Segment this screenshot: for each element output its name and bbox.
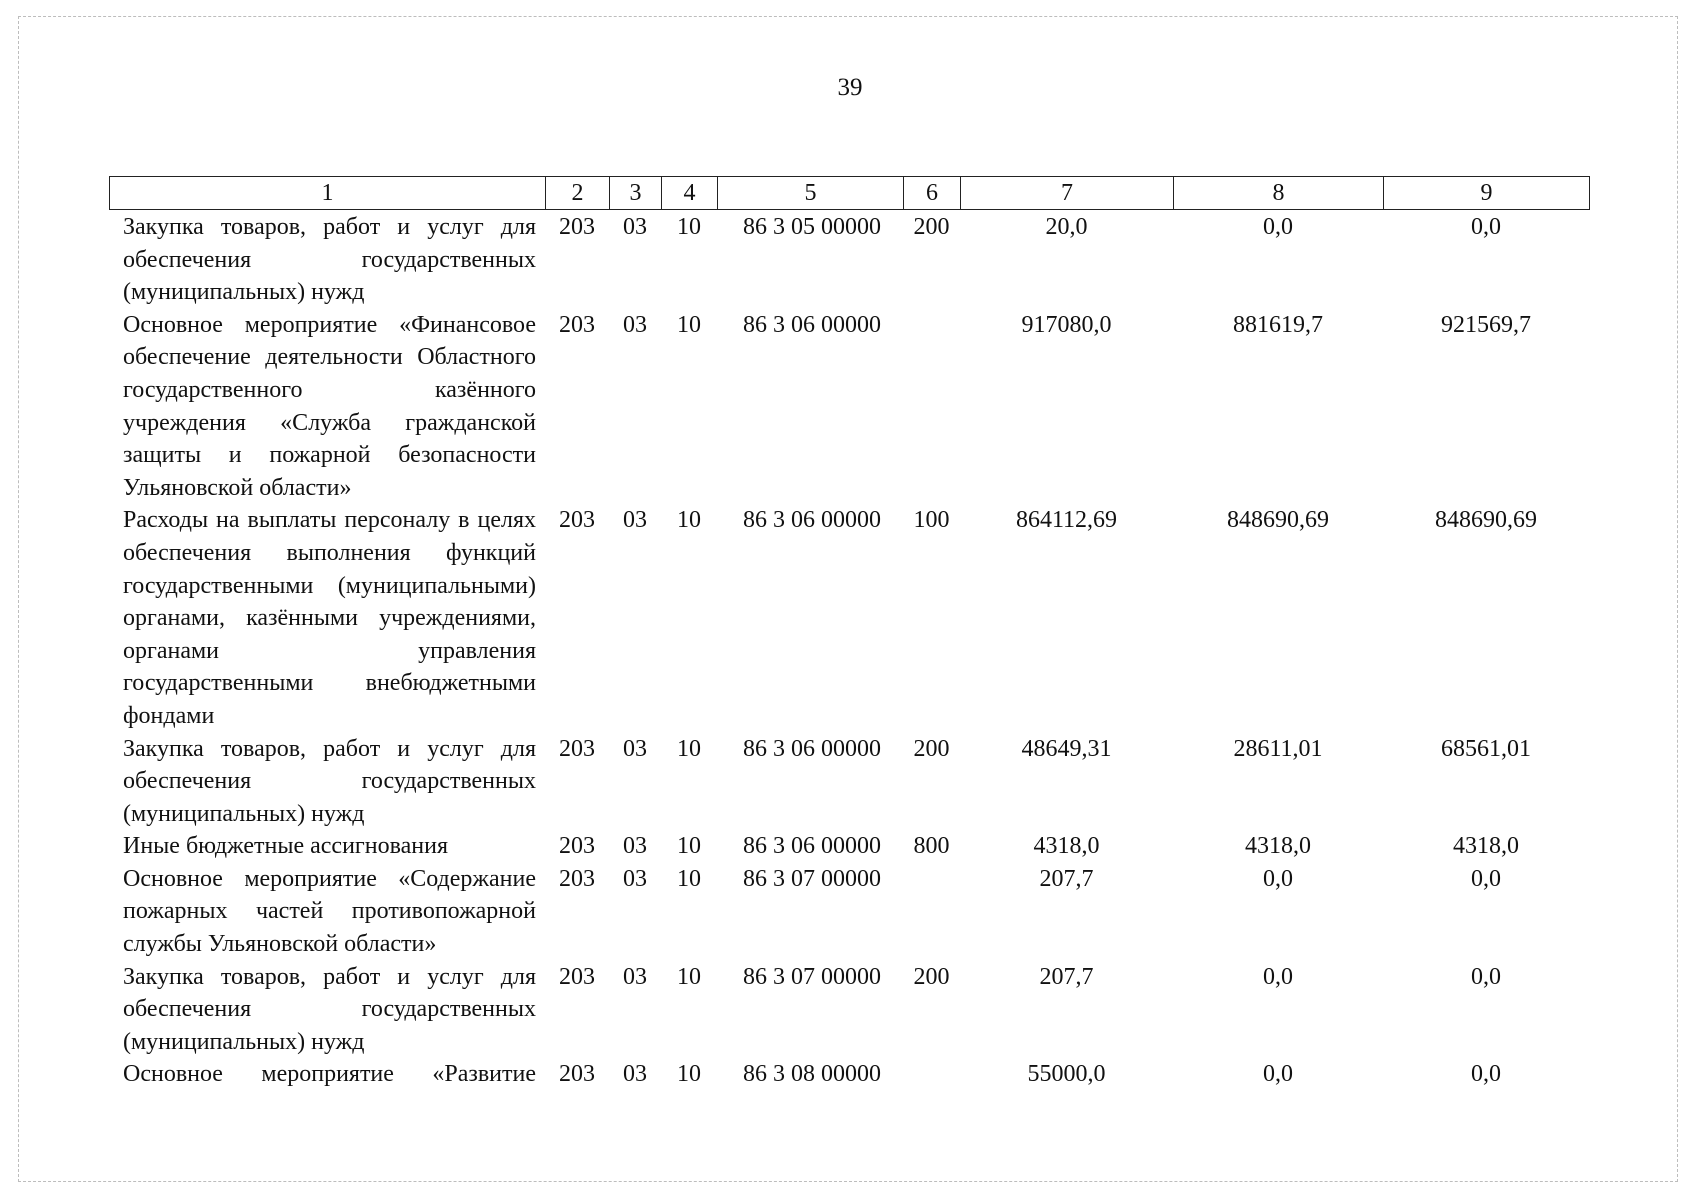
header-row (110, 177, 1590, 210)
column-header-5: 5 (718, 177, 904, 210)
row-code-2: 203 (559, 833, 595, 860)
row-value-8: 848690,69 (1227, 507, 1329, 534)
row-code-5: 86 3 07 00000 (743, 865, 881, 892)
column-header-7: 7 (961, 177, 1174, 210)
row-code-6 (903, 1058, 960, 1098)
table-row (109, 504, 1589, 732)
table-row (109, 309, 1589, 505)
row-value-9: 0,0 (1471, 1061, 1501, 1088)
column-header-4: 4 (662, 177, 718, 210)
row-code-3: 03 (623, 735, 647, 762)
table-row (109, 863, 1589, 961)
row-code-2: 203 (559, 865, 595, 892)
row-code-6 (903, 309, 960, 505)
row-code-3: 03 (623, 1061, 647, 1088)
row-code-3: 03 (623, 311, 647, 338)
row-code-3: 03 (623, 865, 647, 892)
row-code-2: 203 (559, 963, 595, 990)
row-value-9: 921569,7 (1441, 311, 1531, 338)
table-header (109, 176, 1590, 210)
row-code-4: 10 (677, 311, 701, 338)
row-code-3: 03 (623, 214, 647, 240)
row-value-7: 207,7 (1039, 963, 1094, 990)
row-code-3: 03 (623, 507, 647, 534)
row-value-9: 4318,0 (1453, 833, 1519, 860)
table-row (109, 211, 1589, 309)
row-code-6: 200 (913, 214, 950, 240)
row-code-4: 10 (677, 833, 701, 860)
row-value-7: 4318,0 (1033, 833, 1100, 860)
row-code-5: 86 3 06 00000 (743, 735, 881, 762)
row-code-5: 86 3 06 00000 (743, 311, 881, 338)
row-value-9: 0,0 (1471, 865, 1501, 892)
row-code-4: 10 (677, 735, 701, 762)
budget-table (109, 211, 1589, 1098)
row-code-4: 10 (677, 507, 701, 534)
row-value-7: 20,0 (1045, 214, 1088, 240)
column-header-3: 3 (610, 177, 662, 210)
row-code-2: 203 (559, 311, 595, 338)
row-name: Основное мероприятие «Финансовое обеспечение деятельности Областного государственного казённого учреждения «Служба гражданской защиты и пожарной безопасности Ульяновской области» (123, 311, 536, 501)
row-code-3: 03 (623, 963, 647, 990)
column-header-8: 8 (1174, 177, 1384, 210)
row-code-5: 86 3 08 00000 (743, 1061, 881, 1088)
row-code-6: 100 (913, 507, 950, 534)
row-value-8: 28611,01 (1233, 735, 1323, 762)
row-name: Закупка товаров, работ и услуг для обеспечения государственных (муниципальных) нужд (123, 214, 536, 306)
column-header-6: 6 (904, 177, 961, 210)
row-value-9: 848690,69 (1435, 507, 1537, 534)
row-code-6: 200 (913, 963, 950, 990)
row-name: Закупка товаров, работ и услуг для обеспечения государственных (муниципальных) нужд (123, 963, 536, 1055)
row-code-4: 10 (677, 963, 701, 990)
row-value-9: 68561,01 (1441, 735, 1531, 762)
row-code-2: 203 (559, 507, 595, 534)
table-row (109, 1058, 1589, 1098)
row-name: Основное мероприятие «Содержание пожарных частей противопожарной службы Ульяновской области» (123, 865, 536, 958)
row-value-8: 0,0 (1263, 963, 1293, 990)
row-name: Закупка товаров, работ и услуг для обеспечения государственных (муниципальных) нужд (123, 735, 536, 827)
row-value-9: 0,0 (1471, 963, 1501, 990)
row-code-6: 800 (913, 833, 950, 860)
row-value-8: 4318,0 (1245, 833, 1311, 860)
row-code-4: 10 (677, 1061, 701, 1088)
row-value-7: 207,7 (1039, 865, 1094, 892)
column-header-9: 9 (1384, 177, 1590, 210)
row-value-8: 0,0 (1263, 214, 1293, 240)
row-value-9: 0,0 (1471, 214, 1501, 240)
row-code-2: 203 (559, 214, 595, 240)
table-row (109, 733, 1589, 831)
row-code-2: 203 (559, 735, 595, 762)
row-code-4: 10 (677, 865, 701, 892)
row-value-7: 864112,69 (1015, 507, 1118, 534)
row-value-7: 917080,0 (1021, 311, 1112, 338)
row-value-7: 48649,31 (1021, 735, 1112, 762)
row-code-5: 86 3 07 00000 (743, 963, 881, 990)
row-code-6: 200 (913, 735, 950, 762)
table-row (109, 961, 1589, 1059)
table-row (109, 830, 1589, 863)
row-value-8: 881619,7 (1233, 311, 1323, 338)
row-code-6 (903, 863, 960, 961)
row-value-7: 55000,0 (1027, 1061, 1106, 1088)
row-code-5: 86 3 06 00000 (743, 833, 881, 860)
row-name: Расходы на выплаты персоналу в целях обеспечения выполнения функций государственными (муниципальными) органами, казёнными учреждениями, органами управления государственными внебюджетными фондами (123, 507, 536, 729)
row-name: Основное мероприятие «Развитие (123, 1061, 536, 1088)
row-code-2: 203 (559, 1061, 595, 1088)
row-code-5: 86 3 05 00000 (743, 214, 881, 240)
column-header-1: 1 (110, 177, 546, 210)
page-number: 39 (837, 74, 863, 101)
row-code-4: 10 (677, 214, 701, 240)
row-code-5: 86 3 06 00000 (743, 507, 881, 534)
row-value-8: 0,0 (1263, 1061, 1293, 1088)
row-code-3: 03 (623, 833, 647, 860)
column-header-2: 2 (546, 177, 610, 210)
row-name: Иные бюджетные ассигнования (123, 833, 448, 860)
row-value-8: 0,0 (1263, 865, 1293, 892)
